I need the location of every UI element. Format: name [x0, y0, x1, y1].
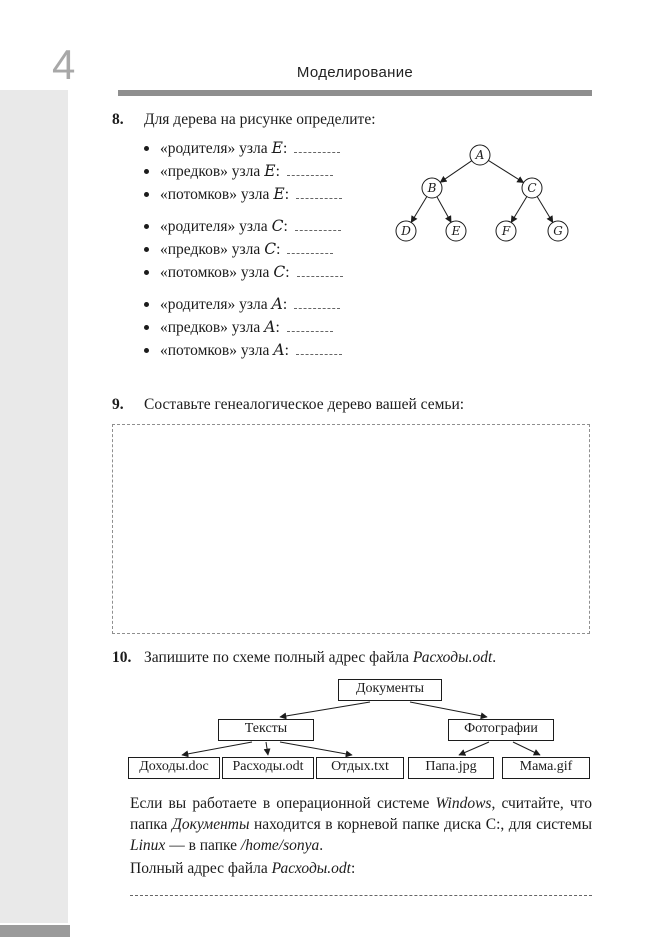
file-box-otdyh-txt: Отдых.txt: [316, 757, 404, 779]
task-10: [112, 648, 592, 897]
os-name-windows: Windows: [435, 794, 492, 812]
answer-blank: [287, 318, 333, 332]
os-name-linux: Linux: [130, 836, 166, 854]
answer-blank: [296, 341, 342, 355]
tree-node-label: F: [501, 223, 511, 238]
node-letter: C: [271, 216, 284, 235]
task-number: 10.: [112, 648, 132, 666]
fill-in-label: «родителя» узла: [160, 295, 268, 313]
task-number: 9.: [112, 395, 124, 413]
task-title-text: Запишите по схеме полный адрес файла: [144, 648, 413, 666]
diagram-edge: [280, 742, 352, 755]
answer-blank: [294, 295, 340, 309]
task-9-heading: [112, 395, 592, 416]
file-box-mama-gif: Мама.gif: [502, 757, 590, 779]
folder-box-documents: Документы: [338, 679, 442, 701]
diagram-edge: [513, 742, 540, 755]
node-letter: C: [264, 239, 277, 258]
paragraph-text: Если вы работаете в операционной системе: [130, 794, 436, 812]
tree-edge: [488, 160, 523, 182]
answer-label-text: Полный адрес файла: [130, 859, 272, 877]
task-number: 8.: [112, 111, 124, 128]
tree-nodes: [396, 145, 568, 241]
paragraph-text: — в папке: [165, 836, 241, 854]
colon: :: [275, 162, 280, 180]
colon: :: [282, 139, 288, 157]
fill-in-label: «потомков» узла: [160, 263, 270, 281]
list-item: [144, 261, 592, 284]
answer-blank-line: [130, 894, 592, 896]
answer-blank: [296, 185, 342, 199]
tree-edge: [411, 197, 427, 223]
task-8-body: [112, 137, 592, 385]
node-letter: C: [273, 262, 286, 281]
colon: :: [282, 295, 288, 313]
tree-node-label: C: [527, 180, 537, 195]
diagram-edge: [459, 742, 489, 755]
file-box-rashody-odt: Расходы.odt: [222, 757, 314, 779]
fill-in-label: «потомков» узла: [160, 185, 270, 203]
node-letter: A: [271, 294, 283, 313]
list-item: [144, 339, 592, 362]
answer-blank: [297, 263, 343, 277]
file-name: Расходы.odt: [271, 859, 351, 877]
diagram-edge: [266, 742, 268, 755]
task-9: [112, 395, 592, 634]
node-letter: A: [273, 340, 285, 359]
task-title-period: .: [492, 648, 497, 666]
task-8: [112, 110, 592, 385]
tree-node-label: G: [553, 223, 563, 238]
colon: :: [285, 263, 290, 281]
answer-label: [130, 859, 592, 880]
folder-name-documents: Документы: [171, 815, 250, 833]
fill-in-label: «родителя» узла: [160, 139, 268, 157]
answer-blank: [295, 217, 341, 231]
colon: :: [276, 240, 281, 258]
tree-node-label: B: [427, 180, 437, 195]
tree-edge: [437, 197, 451, 223]
task-10-heading: [112, 648, 592, 669]
diagram-edge: [410, 702, 487, 717]
tree-node-label: A: [475, 147, 485, 162]
fill-in-label: «потомков» узла: [160, 341, 270, 359]
bullet-icon: [144, 169, 149, 174]
node-letter: E: [273, 184, 285, 203]
colon: :: [284, 185, 289, 203]
fill-in-label: «предков» узла: [160, 318, 261, 336]
paragraph-text: находится в корневой папке диска C:, для системы: [249, 815, 592, 833]
tree-node-label: E: [451, 223, 461, 238]
folder-diagram: [112, 679, 590, 781]
page-content: [112, 110, 592, 896]
colon: :: [284, 341, 289, 359]
page-margin-strip: [0, 90, 68, 923]
answer-blank: [294, 139, 340, 153]
file-box-papa-jpg: Папа.jpg: [408, 757, 494, 779]
list-item: [144, 293, 592, 316]
tree-edge: [537, 197, 553, 223]
task-10-text: [130, 794, 592, 897]
diagram-edge: [182, 742, 252, 755]
page-number: 4: [52, 41, 76, 88]
drawing-area: [112, 424, 590, 634]
task-title: Для дерева на рисунке определите:: [144, 111, 376, 128]
tree-edge: [440, 161, 472, 183]
header-rule: [118, 90, 592, 96]
instruction-paragraph: [130, 794, 592, 857]
task-title: Составьте генеалогическое дерево вашей семьи:: [144, 395, 465, 413]
paragraph-text: , считайте, что папка: [130, 794, 592, 833]
chapter-title: Моделирование: [296, 64, 414, 81]
fill-in-label: «предков» узла: [160, 162, 261, 180]
tree-edge: [511, 197, 527, 223]
fill-in-label: «предков» узла: [160, 240, 261, 258]
colon: :: [283, 217, 288, 235]
file-name: Расходы.odt: [412, 648, 493, 666]
node-letter: E: [264, 161, 276, 180]
path-home-sonya: /home/sonya: [240, 836, 320, 854]
fill-in-label: «родителя» узла: [160, 217, 268, 235]
tree-diagram: [392, 141, 592, 249]
list-item: [144, 316, 592, 339]
task-8-heading: [112, 110, 592, 131]
diagram-edge: [280, 702, 370, 717]
bullet-icon: [144, 146, 149, 151]
answer-blank: [287, 240, 333, 254]
task-title: [144, 648, 592, 669]
bullet-icon: [144, 270, 149, 275]
bullet-icon: [144, 224, 149, 229]
page-bottom-bar: [0, 925, 70, 937]
tree-node-label: D: [401, 223, 411, 238]
folder-box-photos: Фотографии: [448, 719, 554, 741]
bullet-icon: [144, 247, 149, 252]
bullet-icon: [144, 302, 149, 307]
file-box-dohody-doc: Доходы.doc: [128, 757, 220, 779]
bullet-icon: [144, 348, 149, 353]
colon: :: [275, 318, 280, 336]
bullet-icon: [144, 192, 149, 197]
node-letter: E: [271, 138, 283, 157]
folder-box-texts: Тексты: [218, 719, 314, 741]
bullet-icon: [144, 325, 149, 330]
paragraph-text: .: [319, 836, 324, 854]
node-letter: A: [264, 317, 276, 336]
answer-label-colon: :: [350, 859, 356, 877]
answer-blank: [287, 162, 333, 176]
